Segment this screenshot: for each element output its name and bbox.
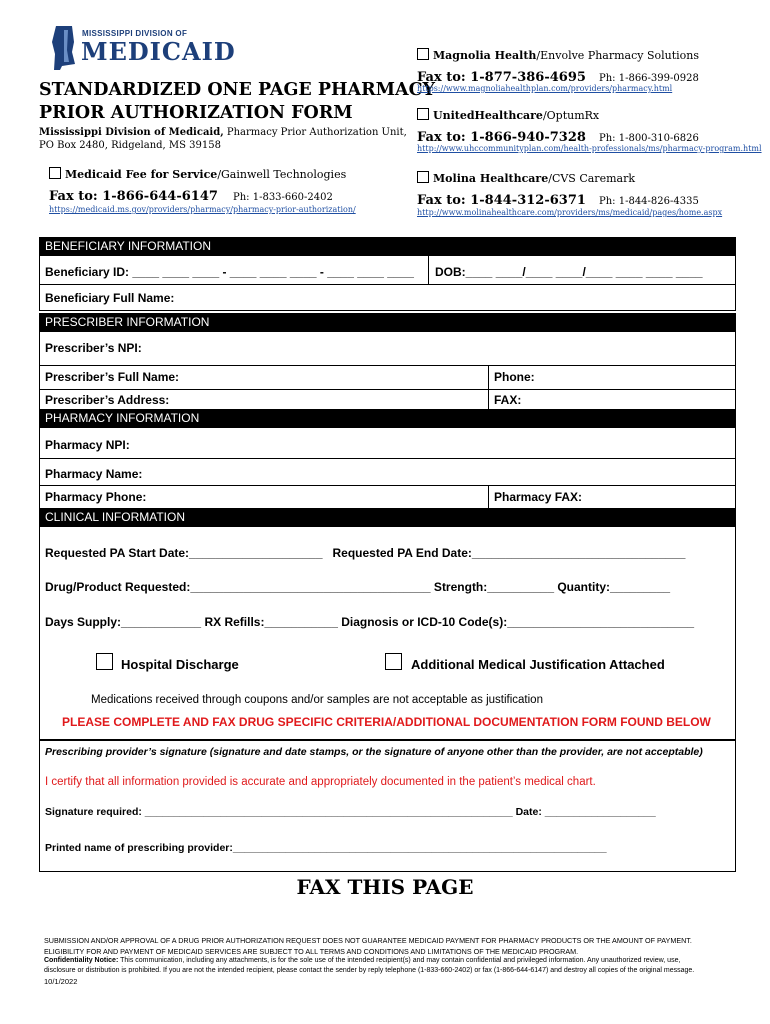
pharmacy-fax-field[interactable]: Pharmacy FAX: bbox=[494, 490, 583, 504]
uhc-checkbox[interactable] bbox=[417, 108, 429, 120]
ffs-url[interactable]: https://medicaid.ms.gov/providers/pharmacy/pharmacy-prior-authorization/ bbox=[49, 205, 356, 214]
form-title-line2: PRIOR AUTHORIZATION FORM bbox=[39, 103, 353, 123]
logo-line2: MEDICAID bbox=[81, 37, 236, 66]
fax-this-page: FAX THIS PAGE bbox=[296, 875, 474, 899]
hospital-discharge-label: Hospital Discharge bbox=[121, 657, 239, 672]
uhc-vendor: /OptumRx bbox=[542, 109, 600, 122]
molina-phone: Ph: 1-844-826-4335 bbox=[599, 196, 699, 207]
logo-line1: MISSISSIPPI DIVISION OF bbox=[82, 29, 188, 38]
prescriber-phone-field[interactable]: Phone: bbox=[494, 370, 535, 384]
drug-fields[interactable]: Drug/Product Requested:____________________________________ Strength:__________ Quantity:_________ bbox=[45, 580, 671, 594]
printed-name-field[interactable]: Printed name of prescribing provider:________________________________________________________________ bbox=[45, 842, 607, 854]
prescriber-row-line-1 bbox=[39, 365, 736, 366]
uhc-name: UnitedHealthcare bbox=[433, 109, 543, 122]
beneficiary-row-line bbox=[39, 284, 736, 285]
division-name: Mississippi Division of Medicaid, bbox=[39, 127, 224, 138]
po-box: PO Box 2480, Ridgeland, MS 39158 bbox=[39, 140, 221, 151]
medicaid-logo bbox=[48, 24, 236, 74]
prescriber-npi-field[interactable]: Prescriber’s NPI: bbox=[45, 341, 142, 355]
molina-vendor: /CVS Caremark bbox=[548, 172, 635, 185]
beneficiary-name-field[interactable]: Beneficiary Full Name: bbox=[45, 291, 175, 305]
prescriber-row-line-2 bbox=[39, 389, 736, 390]
prescriber-divider bbox=[488, 365, 489, 411]
prescriber-address-field[interactable]: Prescriber’s Address: bbox=[45, 393, 170, 407]
pharmacy-npi-field[interactable]: Pharmacy NPI: bbox=[45, 438, 130, 452]
clinical-header: CLINICAL INFORMATION bbox=[39, 508, 736, 526]
molina-checkbox[interactable] bbox=[417, 171, 429, 183]
dob-field[interactable]: DOB:____ ____/____ ____/____ ____ ____ ____ bbox=[435, 265, 703, 279]
pharmacy-header: PHARMACY INFORMATION bbox=[39, 409, 736, 427]
magnolia-phone: Ph: 1-866-399-0928 bbox=[599, 73, 699, 84]
disclaimer-line1: SUBMISSION AND/OR APPROVAL OF A DRUG PRIOR AUTHORIZATION REQUEST DOES NOT GUARANTEE MEDICAID PAYMENT FOR PHARMACY PRODUCTS OR THE AMOUNT OF PAYMENT. bbox=[44, 936, 692, 945]
beneficiary-id-field[interactable]: Beneficiary ID: ____ ____ ____ - ____ ____ ____ - ____ ____ ____ bbox=[45, 265, 414, 279]
magnolia-name: Magnolia Health bbox=[433, 49, 537, 62]
molina-url[interactable]: http://www.molinahealthcare.com/providers/ms/medicaid/pages/home.aspx bbox=[417, 208, 723, 217]
plan-ffs bbox=[49, 167, 346, 181]
confidentiality-label: Confidentiality Notice: bbox=[44, 957, 119, 964]
uhc-phone: Ph: 1-800-310-6826 bbox=[599, 133, 699, 144]
disclaimer-line2: ELIGIBILITY FOR AND PAYMENT OF MEDICAID SERVICES ARE SUBJECT TO ALL TERMS AND CONDITIONS AND LIMITATIONS OF THE MEDICAID PROGRAM. bbox=[44, 947, 579, 956]
signature-date-field[interactable]: Signature required: _______________________________________________________________ Date: ___________________ bbox=[45, 806, 656, 818]
confidentiality-text-2: disclosure or distribution is prohibited. If you are not the intended recipient, please contact the sender by reply telephone (1-833-660-2402) or fax (1-866-644-6147) and destroy all copies of the original message. bbox=[44, 967, 695, 974]
prescriber-name-field[interactable]: Prescriber’s Full Name: bbox=[45, 370, 180, 384]
unit-name: Pharmacy Prior Authorization Unit, bbox=[223, 127, 407, 138]
magnolia-url[interactable]: https://www.magnoliahealthplan.com/providers/pharmacy.html bbox=[417, 84, 673, 93]
pharmacy-row-line-2 bbox=[39, 485, 736, 486]
confidentiality-text: This communication, including any attachments, is for the sole use of the intended recipient(s) and may contain confidential and privileged information. Any unauthorized review, use, bbox=[118, 957, 681, 964]
ffs-phone: Ph: 1-833-660-2402 bbox=[233, 192, 333, 203]
coupons-note: Medications received through coupons and/or samples are not acceptable as justification bbox=[91, 694, 543, 706]
supply-fields[interactable]: Days Supply:____________ RX Refills:___________ Diagnosis or ICD-10 Code(s):____________________________ bbox=[45, 615, 695, 629]
ffs-contact bbox=[49, 185, 333, 204]
molina-contact bbox=[417, 189, 699, 208]
magnolia-fax: Fax to: 1-877-386-4695 bbox=[417, 70, 586, 85]
pharmacy-name-field[interactable]: Pharmacy Name: bbox=[45, 467, 143, 481]
hospital-discharge-checkbox[interactable] bbox=[96, 653, 113, 670]
pharmacy-phone-field[interactable]: Pharmacy Phone: bbox=[45, 490, 147, 504]
division-address bbox=[39, 127, 407, 138]
magnolia-vendor: /Envolve Pharmacy Solutions bbox=[536, 49, 700, 62]
molina-fax: Fax to: 1-844-312-6371 bbox=[417, 193, 586, 208]
pa-dates-fields[interactable]: Requested PA Start Date:____________________ Requested PA End Date:________________________________ bbox=[45, 546, 686, 560]
uhc-fax: Fax to: 1-866-940-7328 bbox=[417, 130, 586, 145]
magnolia-checkbox[interactable] bbox=[417, 48, 429, 60]
confidentiality-notice bbox=[44, 957, 680, 964]
mississippi-state-icon bbox=[48, 24, 78, 72]
ffs-name: Medicaid Fee for Service bbox=[65, 168, 218, 181]
plan-magnolia bbox=[417, 48, 699, 62]
beneficiary-header: BENEFICIARY INFORMATION bbox=[39, 237, 736, 255]
additional-justification-label: Additional Medical Justification Attached bbox=[411, 657, 665, 672]
prescriber-header: PRESCRIBER INFORMATION bbox=[39, 313, 736, 331]
form-title-line1: STANDARDIZED ONE PAGE PHARMACY bbox=[39, 80, 436, 100]
pharmacy-row-line-1 bbox=[39, 458, 736, 459]
beneficiary-divider bbox=[428, 255, 429, 284]
signature-instruction: Prescribing provider’s signature (signature and date stamps, or the signature of anyone other than the provider, are not acceptable) bbox=[45, 746, 703, 758]
uhc-url[interactable]: http://www.uhccommunityplan.com/health-professionals/ms/pharmacy-program.html bbox=[417, 144, 762, 153]
pharmacy-divider bbox=[488, 485, 489, 509]
criteria-notice: PLEASE COMPLETE AND FAX DRUG SPECIFIC CRITERIA/ADDITIONAL DOCUMENTATION FORM FOUND BELOW bbox=[62, 715, 711, 729]
molina-name: Molina Healthcare bbox=[433, 172, 549, 185]
ffs-fax: Fax to: 1-866-644-6147 bbox=[49, 189, 218, 204]
form-date: 10/1/2022 bbox=[44, 977, 78, 986]
certify-statement: I certify that all information provided is accurate and appropriately documented in the patient’s medical chart. bbox=[45, 776, 596, 788]
ffs-vendor: /Gainwell Technologies bbox=[217, 168, 347, 181]
plan-molina bbox=[417, 171, 635, 185]
additional-justification-checkbox[interactable] bbox=[385, 653, 402, 670]
ffs-checkbox[interactable] bbox=[49, 167, 61, 179]
plan-uhc bbox=[417, 108, 599, 122]
uhc-contact bbox=[417, 126, 699, 145]
prescriber-fax-field[interactable]: FAX: bbox=[494, 393, 522, 407]
magnolia-contact bbox=[417, 66, 699, 85]
